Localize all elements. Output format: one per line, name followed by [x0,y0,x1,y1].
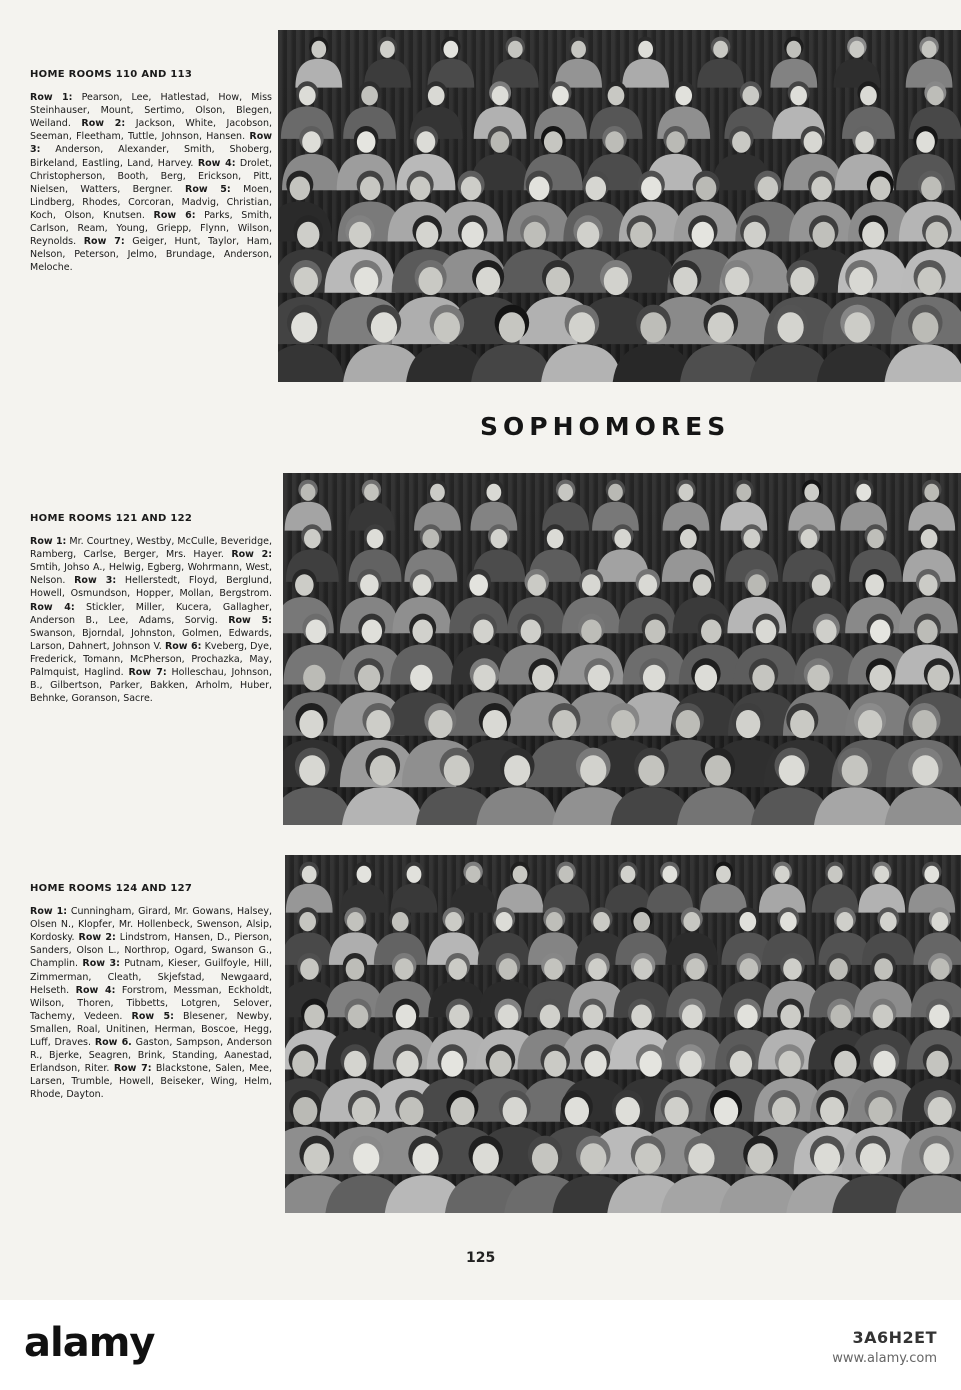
person [908,862,955,913]
person [759,862,806,913]
class-photo-rooms-110-113 [278,30,961,382]
caption-names: Row 1: Mr. Courtney, Westby, McCulle, Beveridge, Ramberg, Carlse, Berger, Mrs. Hayer. Row 2: Smtih, Johso A., Helwig, Egberg, Wohrmann, West, Nelson. Row 3: Hellerstedt, Floyd, Berglund, Howell, Osmundson, Hopper, Mollan, Bergstrom. Row 4: Stickler, Miller, Kucera, Gallagher, Anderson B., Lee, Adams, Sorvig. Row 5: Swanson, Bjorndal, Johnston, Golmen, Edwards, Larson, Dahnert, Johnson V. Row 6: Kveberg, Dye, Frederick, Tomann, McPherson, Prochazka, May, Palmquist, Haglind. Row 7: Holleschau, Johnson, B., Gilbertson, Parker, Bakken, Arholm, Huber, Behnke, Goranson, Sacre. [30,536,273,705]
person [833,37,880,88]
person [285,480,332,531]
person [840,480,887,531]
group-photo-figures [278,30,961,382]
person [646,862,693,913]
page-heading: SOPHOMORES [480,412,731,441]
class-photo-rooms-121-122 [283,473,961,825]
person [700,862,747,913]
person [470,480,517,531]
person [720,480,767,531]
caption-home-rooms-124-127 [30,882,272,1102]
person [542,480,589,531]
person [697,37,744,88]
class-photo-rooms-124-127 [285,855,961,1213]
person [858,862,905,913]
alamy-logo: alamy [24,1320,155,1366]
person [663,480,710,531]
person [908,480,955,531]
person [555,37,602,88]
site-url: www.alamy.com [832,1351,937,1366]
person [497,862,544,913]
person [622,37,669,88]
person [906,37,953,88]
page-number: 125 [466,1250,496,1266]
image-id: 3A6H2ET [852,1328,937,1347]
person [364,37,411,88]
caption-title: HOME ROOMS 121 AND 122 [30,513,193,524]
caption-names: Row 1: Pearson, Lee, Hatlestad, How, Miss Steinhauser, Mount, Sertimo, Olson, Blegen, Weiland. Row 2: Jackson, White, Jacobson, Seeman, Fleetham, Tuttle, Johnson, Hansen. Row 3: Anderson, Alexander, Smith, Shoberg, Birkeland, Eastling, Land, Harvey. Row 4: Drolet, Christopherson, Booth, Berg, Erickson, Pitt, Nielsen, Watters, Bergner. Row 5: Moen, Lindberg, Rhodes, Corcoran, Madvig, Christian, Koch, Olson, Knutsen. Row 6: Parks, Smith, Carlson, Ream, Young, Griepp, Flynn, Wilson, Reynolds. Row 7: Geiger, Hunt, Taylor, Ham, Nelson, Peterson, Jelmo, Brundage, Anderson, Meloche. [30,92,273,274]
person [450,862,497,913]
person [812,862,859,913]
caption-title: HOME ROOMS 110 AND 113 [30,69,193,80]
person [414,480,461,531]
person [543,862,590,913]
person [427,37,474,88]
person [770,37,817,88]
caption-names: Row 1: Cunningham, Girard, Mr. Gowans, Halsey, Olsen N., Klopfer, Mr. Hollenbeck, Swenson, Alsip, Kordosky. Row 2: Lindstrom, Hansen, D., Pierson, Sanders, Olson L., Northrop, Ogard, Swanson G., Champlin. Row 3: Putnam, Kieser, Guilfoyle, Hill, Zimmerman, Cleath, Skjefstad, Newgaard, Helseth. Row 4: Forstrom, Messman, Eckholdt, Wilson, Thoren, Tibbetts, Lotgren, Selover, Tachemy, Vedeen. Row 5: Blesener, Newby, Smallen, Roal, Unitinen, Herman, Boscoe, Hegg, Luff, Draves. Row 6. Gaston, Sampson, Anderson R., Bjerke, Seagren, Brink, Standing, Aanestad, Erlandson, Riter. Row 7: Blackstone, Salen, Mee, Larsen, Trumble, Howell, Beiseker, Wing, Helm, Rhode, Dayton. [30,906,272,1101]
caption-title: HOME ROOMS 124 AND 127 [30,883,193,894]
person [341,862,388,913]
caption-home-rooms-121-122 [30,512,272,705]
person [286,862,333,913]
person [605,862,652,913]
person [391,862,438,913]
person [788,480,835,531]
person [592,480,639,531]
person [295,37,342,88]
stock-footer [0,1300,961,1390]
footer-meta [832,1328,937,1366]
person [348,480,395,531]
group-photo-figures [285,855,961,1213]
group-photo-figures [283,473,961,825]
person [492,37,539,88]
caption-home-rooms-110-113 [30,68,272,274]
